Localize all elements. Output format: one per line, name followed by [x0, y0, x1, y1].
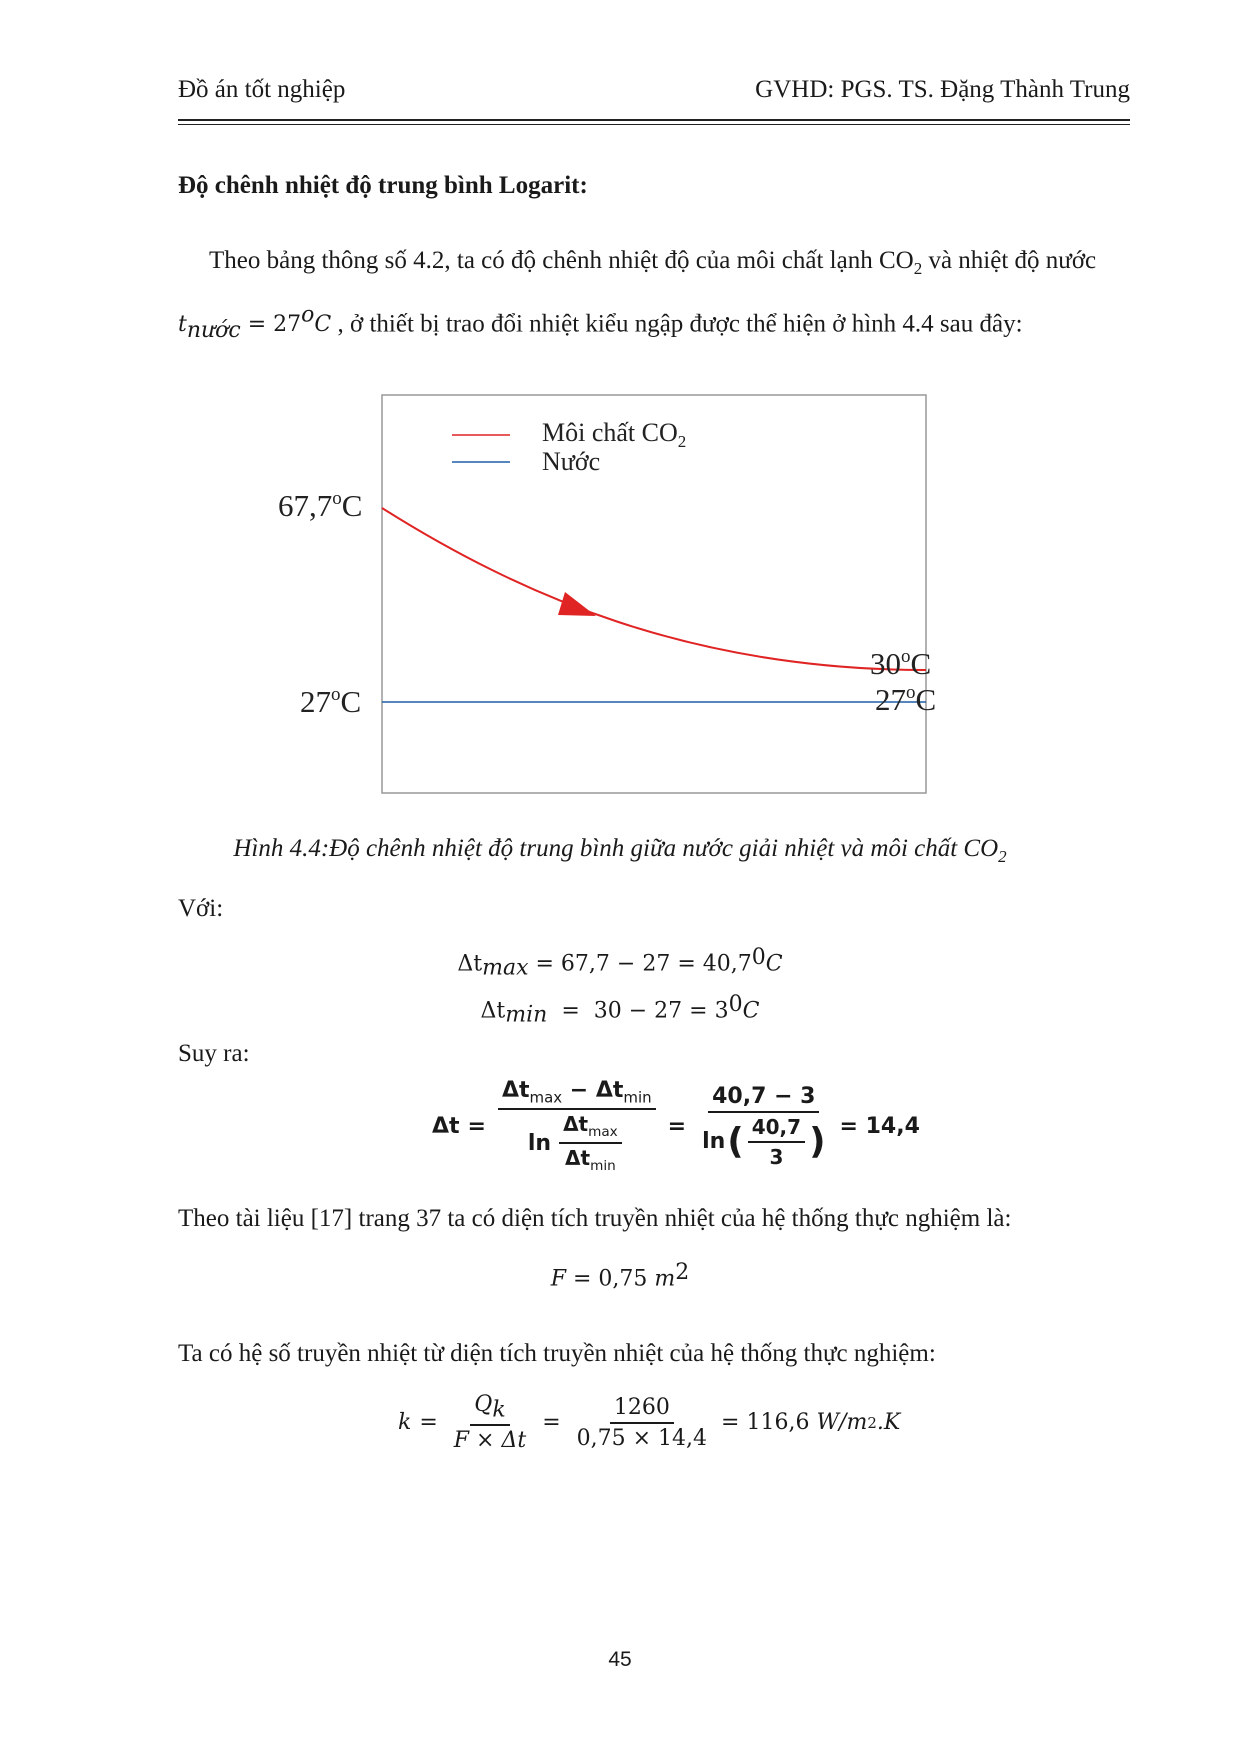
label-start-hot: 67,7$^o$C [278, 488, 363, 523]
section-heading: Độ chênh nhiệt độ trung bình Logarit: [178, 172, 588, 199]
lmtd-lhs: Δt [432, 1113, 460, 1139]
header-supervisor: GVHD: PGS. TS. Đặng Thành Trung [755, 76, 1130, 103]
legend-water-label: Nước [542, 447, 601, 476]
inline-math-t-water: $t_{nước} = 27^oC$ [178, 303, 332, 344]
paragraph-area-reference: Theo tài liệu [17] trang 37 ta có diện tích truyền nhiệt của hệ thống thực nghiệm là: [178, 1205, 1012, 1232]
para1-text-a: Theo bảng thông số 4.2, ta có độ chênh nhiệt độ của môi chất lạnh CO [209, 247, 914, 274]
header-rule-thin [178, 124, 1130, 125]
equation-lmtd: Δt = $\Delta t_{max} - \Delta t_{min}$ ln $\frac{\Delta t_{max}}{\Delta t_{min}}$ = 40,7 − 3 ln ( $\frac{40,7}{3}$ ) = 14,4 [432, 1078, 920, 1175]
page-number: 45 [608, 1648, 632, 1671]
figure-temperature-diagram [270, 390, 970, 810]
temperature-diagram-svg [270, 390, 970, 810]
diagram-frame [382, 395, 926, 793]
equation-heat-transfer-coefficient: k = $\frac{Q_k}{F \times \Delta t}$ = $\frac{1260}{0,75 \times 14,4}$ = 116,6 W/m 2 .K [398, 1392, 901, 1454]
label-end-cold: 27$^o$C [875, 682, 937, 717]
lmtd-fraction-numeric: 40,7 − 3 ln ( $\frac{40,7}{3}$ ) [702, 1083, 826, 1169]
k-fraction-symbolic: $\frac{Q_k}{F \times \Delta t}$ [453, 1392, 527, 1454]
paragraph-heat-coefficient: Ta có hệ số truyền nhiệt từ diện tích truyền nhiệt của hệ thống thực nghiệm: [178, 1340, 936, 1367]
para1-text-c: , ở thiết bị trao đổi nhiệt kiểu ngập được thể hiện ở hình 4.4 sau đây: [331, 310, 1023, 338]
paragraph-intro [178, 237, 1130, 354]
para1-sub: 2 [913, 259, 923, 278]
label-end-hot: 30$^o$C [870, 646, 932, 681]
k-fraction-numeric: $\frac{1260}{0,75 \times 14,4}$ [576, 1394, 708, 1451]
lmtd-result: = 14,4 [839, 1113, 920, 1139]
label-voi: Với: [178, 895, 224, 922]
figure-caption: Hình 4.4:Độ chênh nhiệt độ trung bình giữa nước giải nhiệt và môi chất $CO_2$ [233, 835, 1007, 866]
header-title-left: Đồ án tốt nghiệp [178, 76, 346, 103]
equation-dt-max: $\Delta t_{max} = 67,7 - 27 = 40,7^0C$ [457, 945, 783, 981]
equation-dt-min: $\Delta t_{min} = 30 - 27 = 3^0C$ [480, 992, 760, 1028]
header-rule-thick [178, 119, 1130, 121]
para1-text-b: và nhiệt độ nước [922, 247, 1097, 274]
lmtd-fraction-symbolic: $\Delta t_{max} - \Delta t_{min}$ ln $\frac{\Delta t_{max}}{\Delta t_{min}}$ [498, 1078, 656, 1174]
label-suy-ra: Suy ra: [178, 1040, 250, 1067]
equation-area: F = 0,75 $m^2$ [550, 1260, 690, 1292]
legend-co2-label: Môi chất $CO_2$ [542, 418, 687, 451]
label-start-cold: 27$^o$C [300, 684, 362, 719]
